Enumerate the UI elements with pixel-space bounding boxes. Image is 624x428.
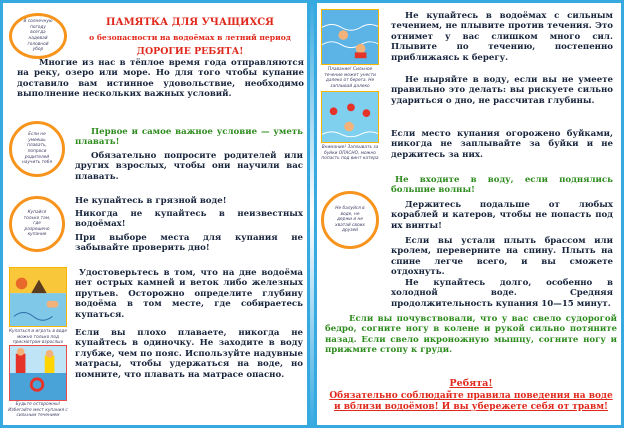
left-page <box>0 0 310 428</box>
rocks-illustration <box>9 267 67 327</box>
choose-place-text: При выборе места для купания не забывайте проверить дно! <box>75 233 303 254</box>
dirty-water-warning: Не купайтесь в грязной воде! <box>75 196 227 206</box>
greeting: ДОРОГИЕ РЕБЯТА! <box>136 46 244 57</box>
buoys-scene <box>322 92 378 142</box>
page-title: ПАМЯТКА ДЛЯ УЧАЩИХСЯ <box>106 17 274 28</box>
learn-to-swim-text: Обязательно попросите родителей или других взрослых, чтобы они научили вас плавать. <box>75 151 303 182</box>
outro-title: Ребята! <box>449 378 493 389</box>
sun-hat-illustration <box>9 13 67 59</box>
right-page <box>314 0 624 428</box>
cramp-text: Если вы почувствовали, что у вас свело судорогой бедро, согните ногу в колене и рукой сильно потяните назад. Если свело икроножную мышцу, согните ногу и прижмите стопу к груди. <box>325 314 617 356</box>
strong-current-text: Не купайтесь в водоёмах с сильным течением, не плывите против течения. Это отнимет у вас слишком много сил. Плывите по течению, постепенно приближаясь к берегу. <box>391 11 613 63</box>
ships-text: Держитесь подальше от любых кораблей и катеров, чтобы не попасть под их винты! <box>391 200 613 231</box>
tired-text: Если вы устали плыть брассом или кролем, переверните на спину. Плыть на спине легче всего, и вы сможете отдохнуть. <box>391 236 613 278</box>
outro-text: Обязательно соблюдайте правила поведения на воде и вблизи водоёмов! И вы убережете себя от травм! <box>329 391 613 412</box>
rocks-scene <box>10 268 66 326</box>
current-illustration <box>321 9 379 65</box>
allowed-place-illustration <box>9 196 65 252</box>
lifeguards-illustration <box>9 345 67 401</box>
poor-swimmer-text: Если вы плохо плаваете, никогда не купайтесь в одиночку. Не заходите в воду глубже, чем по пояс. Используйте надувные матрасы, чтобы удержаться на воде, но помните, что плавать на матрасе опасно. <box>75 328 303 380</box>
page-subtitle: о безопасности на водоёмах в летний период <box>89 33 291 42</box>
check-bottom-text: Удостоверьтесь в том, что на дне водоёма нет острых камней и веток либо железных прутьев. Осторожно определите глубину водоёма в том месте, где собираетесь купаться. <box>75 268 303 320</box>
caption-no-pranks: Не балуйся в воде, не держи и не хватай своих друзей <box>335 206 365 234</box>
caption-buoys: Внимание! Заплывать за буйки ОПАСНО, можно попасть под винт катера <box>321 145 379 162</box>
caption-current: Плавание! Сильное течение может унести далеко от берега. Не заплывай далеко <box>324 67 376 89</box>
learn-swim-illustration <box>9 121 65 177</box>
caption-strong-current: Будьте осторожны! Избегайте мест купания с сильным течением <box>8 402 68 419</box>
lifeguards-scene <box>10 346 66 400</box>
first-condition: Первое и самое важное условие — уметь плавать! <box>75 127 303 148</box>
no-diving-text: Не ныряйте в воду, если вы не умеете правильно это делать: вы рискуете сильно удариться о дно, не рассчитав глубины. <box>391 75 613 106</box>
unknown-water-warning: Никогда не купайтесь в неизвестных водоёмах! <box>75 209 303 230</box>
caption-supervision: Купаться и играть в воде можно только под присмотром взрослых <box>8 329 68 346</box>
current-scene <box>322 10 378 64</box>
no-pranks-illustration <box>321 191 379 249</box>
caption-learn-swim: Если не умеешь плавать, попроси родителей научить тебя <box>21 132 53 166</box>
time-limit-text: Не купайтесь долго, особенно в холодной воде. Средняя продолжительность купания 10—15 минут. <box>391 278 613 309</box>
caption-sun-hat: В солнечную погоду всегда надевай головной убор <box>23 19 53 53</box>
caption-allowed-place: Купайся только там, где разрешено купание <box>23 210 51 238</box>
buoys-text: Если место купания огорожено буйками, никогда не заплывайте за буйки и не держитесь за них. <box>391 129 613 160</box>
intro-paragraph: Многие из нас в тёплое время года отправляются на реку, озеро или море. Но для того чтобы купание доставило вам истинное удовольствие, необходимо выполнение нескольких важных условий. <box>17 58 304 100</box>
buoys-illustration <box>321 91 379 143</box>
big-waves-warning: Не входите в воду, если поднялись большие волны! <box>391 175 613 196</box>
